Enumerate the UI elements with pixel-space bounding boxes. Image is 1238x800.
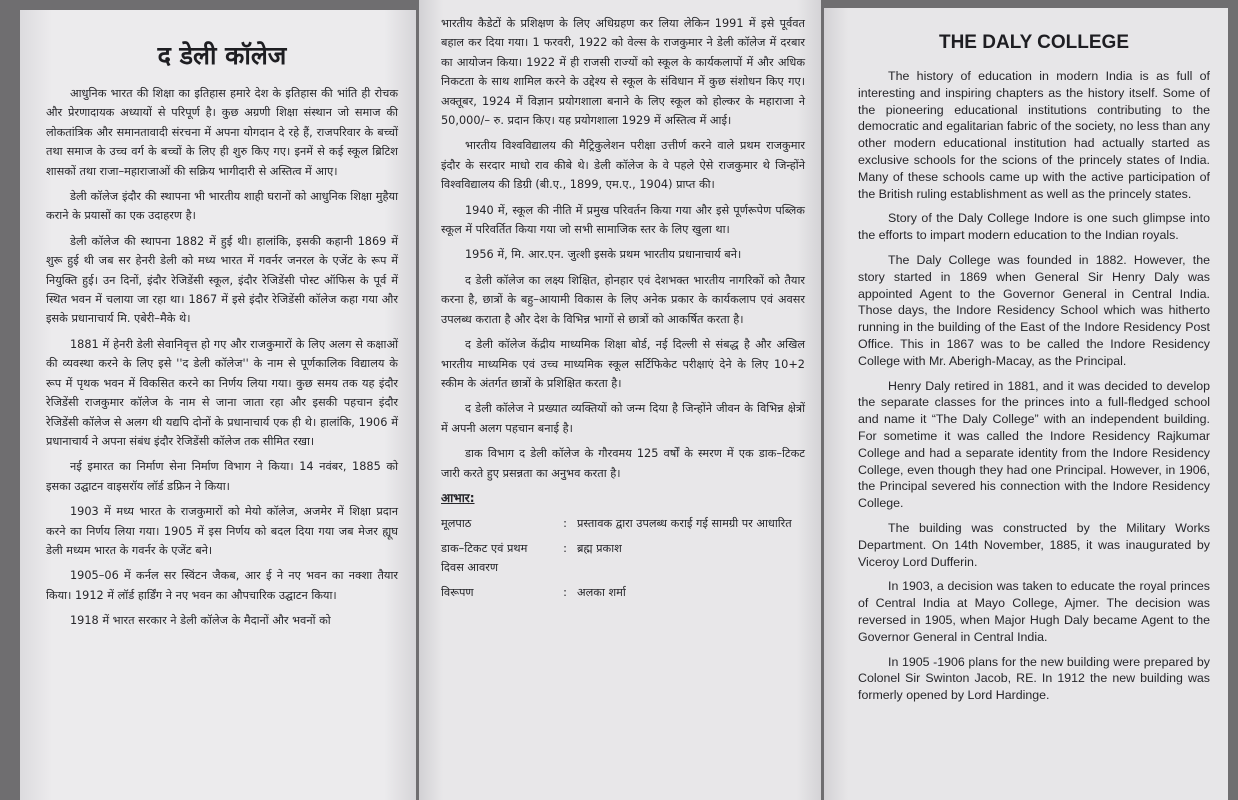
left-panel-hindi bbox=[20, 10, 416, 800]
english-paragraph: Henry Daly retired in 1881, and it was decided to develop the separate classes for the princes into a full-fledged school and name it “The Daly College” with an independent building. For sometime it was called the Indore Residency Rajkumar College and had a separate identity from the Indore Residency College, even though they had one Principal. However, in 1906, the Principal severed his connection with the Indore Residency College. bbox=[858, 378, 1210, 511]
credit-value: प्रस्तावक द्वारा उपलब्ध कराई गई सामग्री पर आधारित bbox=[577, 516, 792, 530]
english-paragraph: The history of education in modern India is as full of interesting and inspiring chapters as the history itself. Some of the pioneering educational institutions contributing to the democratic and egalitarian fabric of the society, no less than any other modern educational institution had actually started as exclusive schools for the scions of the princely states of India. Many of these schools came up with the active participation of the British ruling establishment as well as the princely states. bbox=[858, 69, 1210, 201]
hindi-paragraph: आधुनिक भारत की शिक्षा का इतिहास हमारे देश के इतिहास की भांति ही रोचक और प्रेरणादायक अध्यायों से परिपूर्ण है। कुछ अग्रणी शिक्षा संस्थान जो समाज की लोकतांत्रिक और समानतावादी संरचना में अपना योगदान दे रहे हैं, राजपरिवार के बच्चों तथा समाज के उच्च वर्ग के बच्चों के लिए ही शुरु किए गए। इनमें से कई स्कूल ब्रिटिश शासकों तथा राजा–महाराजाओं की सक्रिय भागीदारी से अस्तित्व में आए। bbox=[46, 87, 398, 178]
credit-row bbox=[441, 539, 805, 577]
middle-panel-hindi bbox=[419, 0, 821, 800]
credit-separator: : bbox=[563, 585, 567, 599]
english-paragraph: The building was constructed by the Military Works Department. On 14th November, 1885, it was inaugurated by Viceroy Lord Dufferin. bbox=[858, 520, 1210, 569]
credit-value: ब्रह्म प्रकाश bbox=[577, 541, 622, 555]
hindi-title: द डेली कॉलेज bbox=[157, 41, 287, 70]
hindi-paragraph: डेली कॉलेज की स्थापना 1882 में हुई थी। हालांकि, इसकी कहानी 1869 में शुरू हुई थी जब सर हेनरी डेली को मध्य भारत में गवर्नर जनरल के एजेंट के रूप में नियुक्ति हुई। उन दिनों, इंदौर रेजिडेंसी स्कूल, इंदौर रेजिडेंसी पोस्ट ऑफिस के पूर्व में स्थित भवन में चलाया जा रहा था। 1867 में इसे इंदौर रेजिडेंसी कॉलेज कहा गया और इसके प्रधानाचार्य मि. एबेरी–मैके थे। bbox=[46, 234, 398, 326]
english-paragraph: In 1905 -1906 plans for the new building were prepared by Colonel Sir Swinton Jacob, RE. In 1912 the new building was formerly opened by Lord Hardinge. bbox=[858, 654, 1210, 703]
hindi-paragraph: द डेली कॉलेज केंद्रीय माध्यमिक शिक्षा बोर्ड, नई दिल्ली से संबद्ध है और अखिल भारतीय माध्यमिक एवं उच्च माध्यमिक स्कूल सर्टिफिकेट परीक्षाएं देने के लिए 10+2 स्कीम के अंतर्गत छात्रों के प्रशिक्षित करता है। bbox=[441, 338, 805, 390]
english-paragraph: The Daly College was founded in 1882. However, the story started in 1869 when General Sir Henry Daly was appointed Agent to the Governor General in Central India. Those days, the Indore Residency School which was hitherto running in the building of the East of the Indore Residency Post Office. This in 1867 was to be called the Indore Residency College with Mr. Aberigh-Macay, as the Principal. bbox=[858, 252, 1210, 368]
hindi-paragraph: भारतीय विश्वविद्यालय की मैट्रिकुलेशन परीक्षा उत्तीर्ण करने वाले प्रथम राजकुमार इंदौर के सरदार माधो राव कीबे थे। डेली कॉलेज के वे पहले ऐसे राजकुमार थे जिन्होंने विश्वविद्यालय की डिग्री (बी.ए., 1899, एम.ए., 1904) प्राप्त की। bbox=[441, 139, 805, 192]
hindi-paragraph: 1940 में, स्कूल की नीति में प्रमुख परिवर्तन किया गया और इसे पूर्णरूपेण पब्लिक स्कूल में परिवर्तित किया गया जो सभी सामाजिक स्तर के लिए खुला था। bbox=[441, 203, 805, 237]
hindi-paragraph: 1918 में भारत सरकार ने डेली कॉलेज के मैदानों और भवनों को bbox=[70, 614, 331, 628]
hindi-paragraph: द डेली कॉलेज ने प्रख्यात व्यक्तियों को जन्म दिया है जिन्होंने जीवन के विभिन्न क्षेत्रों में अपनी अलग पहचान बनाई है। bbox=[441, 402, 805, 435]
hindi-paragraph: 1903 में मध्य भारत के राजकुमारों को मेयो कॉलेज, अजमेर में शिक्षा प्रदान करने का निर्णय लिया गया। 1905 में इस निर्णय को बदल दिया गया जब मेजर ह्यूघ डेली मध्यम भारत के गवर्नर के एजेंट बने। bbox=[46, 505, 398, 557]
english-paragraph: Story of the Daly College Indore is one such glimpse into the efforts to impart modern education to the Indian royals. bbox=[858, 211, 1210, 243]
credit-row bbox=[441, 583, 805, 602]
credit-separator: : bbox=[563, 541, 567, 555]
credit-value: अलका शर्मा bbox=[577, 585, 626, 599]
english-paragraph: In 1903, a decision was taken to educate the royal princes of Central India at Mayo College, Ajmer. The decision was reversed in 1905, when Major Hugh Daly became Agent to the Governor General in Central India. bbox=[858, 579, 1210, 644]
hindi-paragraph: 1905–06 में कर्नल सर स्विंटन जैकब, आर ई ने नए भवन का नक्शा तैयार किया। 1912 में लॉर्ड हार्डिंग ने नए भवन का औपचारिक उद्घाटन किया। bbox=[46, 569, 398, 602]
credit-key: मूलपाठ bbox=[441, 516, 472, 530]
hindi-paragraph: 1956 में, मि. आर.एन. जुत्शी इसके प्रथम भारतीय प्रधानाचार्य बने। bbox=[465, 248, 742, 262]
acknowledgement-heading: आभार: bbox=[441, 490, 475, 505]
right-panel-english bbox=[824, 8, 1228, 800]
credit-separator: : bbox=[563, 516, 567, 530]
hindi-paragraph: भारतीय कैडेटों के प्रशिक्षण के लिए अधिग्रहण कर लिया लेकिन 1991 में इसे पूर्ववत बहाल कर दिया गया। 1 फरवरी, 1922 को वेल्स के राजकुमार ने डेली कॉलेज में दरबार का आयोजन किया। 1922 में ही राजसी राज्यों को स्कूल के कार्यकलापों में और अधिक निकटता के साथ शामिल करने के उद्देश्य से स्कूल के संविधान में कुछ संशोधन किए गए। अक्तूबर, 1924 में विज्ञान प्रयोगशाला बनाने के लिए स्कूल को होल्कर के महाराजा ने 50,000/– रु. प्रदान किए। यह प्रयोगशाला 1929 में अस्तित्व में आई। bbox=[441, 17, 805, 128]
hindi-paragraph: डेली कॉलेज इंदौर की स्थापना भी भारतीय शाही घरानों को आधुनिक शिक्षा मुहैया कराने के प्रयासों का एक उदाहरण है। bbox=[46, 190, 398, 223]
hindi-paragraph: द डेली कॉलेज का लक्ष्य शिक्षित, होनहार एवं देशभक्त भारतीय नागरिकों को तैयार करना है, छात्रों के बहु–आयामी विकास के लिए अनेक प्रकार के कार्यकलाप एवं अवसर उपलब्ध कराता है और देश के विभिन्न भागों से छात्रों को आकर्षित करता है। bbox=[441, 273, 805, 326]
hindi-paragraph: 1881 में हेनरी डेली सेवानिवृत्त हो गए और राजकुमारों के लिए अलग से कक्षाओं की व्यवस्था करने के लिए इसे ''द डेली कॉलेज'' के नाम से पूर्णकालिक विद्यालय के रूप में पृथक भवन में विकसित करने का निर्णय लिया गया। कुछ समय तक यह इंदौर रेजिडेंसी राजकुमार कॉलेज के नाम से जाना जाता रहा और इसकी पहचान इंदौर रेजिडेंसी कॉलेज से अलग थी यद्यपि दोनों के प्रधानाचार्य एक ही थे। हालांकि, 1906 में प्रधानाचार्य ने अपना संबंध इंदौर रेजिडेंसी कॉलेज तक सीमित रखा। bbox=[46, 337, 398, 448]
credit-key: डाक–टिकट एवं प्रथम दिवस आवरण bbox=[441, 541, 528, 574]
hindi-paragraph: नई इमारत का निर्माण सेना निर्माण विभाग ने किया। 14 नवंबर, 1885 को इसका उद्घाटन वाइसरॉय लॉर्ड डफ्रिन ने किया। bbox=[46, 460, 398, 493]
english-title: THE DALY COLLEGE bbox=[938, 32, 1130, 53]
credit-key: विरूपण bbox=[441, 585, 474, 599]
credit-row bbox=[441, 514, 805, 533]
hindi-paragraph: डाक विभाग द डेली कॉलेज के गौरवमय 125 वर्षों के स्मरण में एक डाक–टिकट जारी करते हुए प्रसन्नता का अनुभव करता है। bbox=[441, 447, 805, 480]
